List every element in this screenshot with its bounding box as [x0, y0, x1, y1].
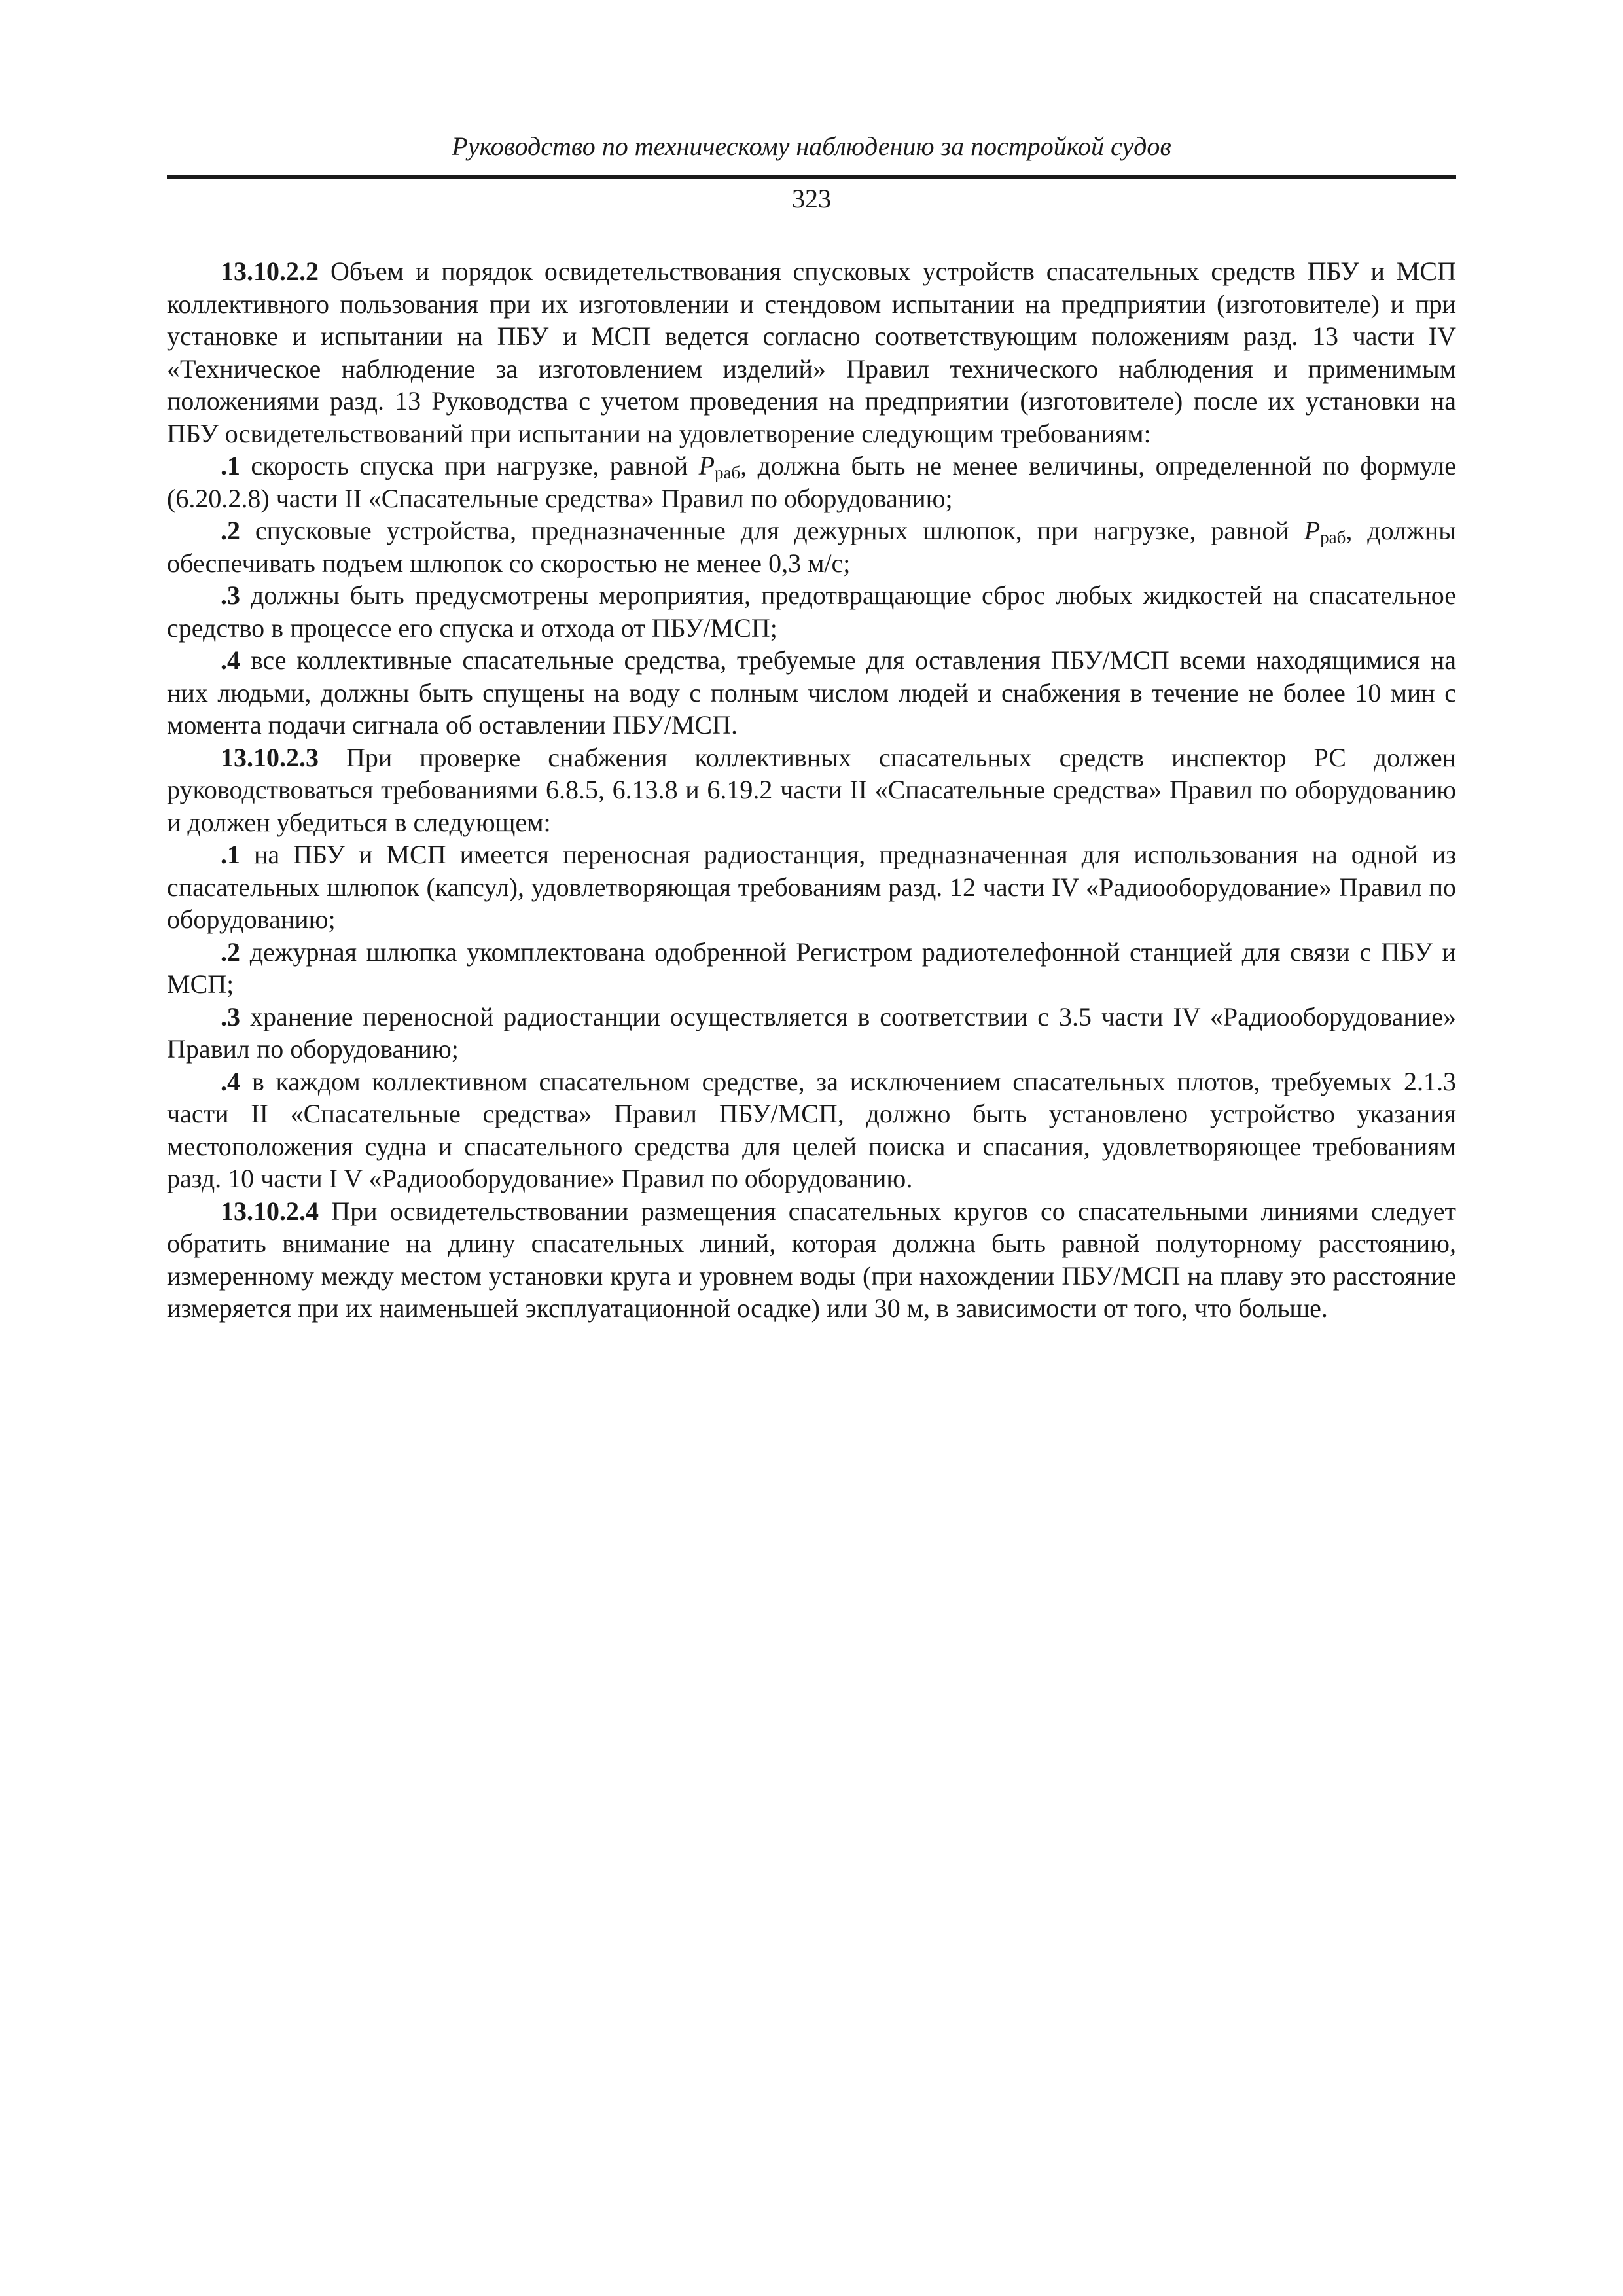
list-item-3 [167, 579, 1456, 644]
list-item-4 [167, 644, 1456, 742]
item-number: .1 [221, 451, 240, 480]
item-text-continued: , должна быть не менее величины, определенной по формуле (6.20.2.8) части II «Спасательные средства» Правил по оборудованию; [167, 451, 1456, 513]
item-number: .4 [221, 1066, 240, 1096]
list-item-3 [167, 1001, 1456, 1066]
item-text-continued: , должны обеспечивать подъем шлюпок со скоростью не менее 0,3 м/с; [167, 516, 1457, 578]
item-number: .2 [221, 937, 240, 967]
page-number: 323 [792, 184, 831, 213]
running-header-title: Руководство по техническому наблюдению за постройкой судов [452, 132, 1171, 161]
variable-subscript: раб [1320, 528, 1346, 547]
item-text: все коллективные спасательные средства, требуемые для оставления ПБУ/МСП всеми находящимися на них людьми, должны быть спущены на воду с полным числом людей и снабжения в течение не более 10 мин с момента подачи сигнала об оставлении ПБУ/МСП. [167, 645, 1456, 740]
variable-subscript: раб [715, 463, 741, 482]
list-item-4 [167, 1066, 1456, 1195]
clause-13-10-2-2 [167, 255, 1456, 450]
list-item-2 [167, 514, 1456, 579]
item-number: .3 [221, 581, 240, 610]
item-text: дежурная шлюпка укомплектована одобренной Регистром радиотелефонной станцией для связи с ПБУ и МСП; [167, 937, 1456, 999]
clause-text: При проверке снабжения коллективных спасательных средств инспектор РС должен руководствоваться требованиями 6.8.5, 6.13.8 и 6.19.2 части II «Спасательные средства» Правил по оборудованию и должен убедиться в следующем: [167, 742, 1456, 837]
item-text: на ПБУ и МСП имеется переносная радиостанция, предназначенная для использования на одной из спасательных шлюпок (капсул), удовлетворяющая требованиям разд. 12 части IV «Радиооборудование» Правил по оборудованию; [167, 840, 1456, 934]
item-text: скорость спуска при нагрузке, равной [240, 451, 699, 480]
item-text: в каждом коллективном спасательном средстве, за исключением спасательных плотов, требуемых 2.1.3 части II «Спасательные средства» Правил ПБУ/МСП, должно быть установлено устройство указания местоположения судна и спасательного средства для целей поиска и спасания, удовлетворяющее требованиям разд. 10 части I V «Радиооборудование» Правил по оборудованию. [167, 1066, 1456, 1193]
item-text: спусковые устройства, предназначенные для дежурных шлюпок, при нагрузке, равной [240, 516, 1304, 545]
list-item-1 [167, 838, 1456, 936]
item-number: .4 [221, 645, 240, 675]
page-body [167, 255, 1456, 1325]
header-divider [167, 175, 1456, 179]
clause-13-10-2-4 [167, 1195, 1456, 1325]
item-text: хранение переносной радиостанции осуществляется в соответствии с 3.5 части IV «Радиооборудование» Правил по оборудованию; [167, 1001, 1456, 1064]
clause-number: 13.10.2.2 [221, 257, 319, 286]
clause-13-10-2-3 [167, 742, 1456, 839]
item-number: .3 [221, 1001, 240, 1031]
clause-number: 13.10.2.4 [221, 1196, 319, 1226]
clause-text: При освидетельствовании размещения спасательных кругов со спасательными линиями следует обратить внимание на длину спасательных линий, которая должна быть равной полуторному расстоянию, измеренному между местом установки круга и уровнем воды (при нахождении ПБУ/МСП на плаву это расстояние измеряется при их наименьшей эксплуатационной осадке) или 30 м, в зависимости от того, что больше. [167, 1196, 1456, 1323]
variable-symbol: P [698, 451, 715, 480]
item-text: должны быть предусмотрены мероприятия, предотвращающие сброс любых жидкостей на спасательное средство в процессе его спуска и отхода от ПБУ/МСП; [167, 581, 1456, 643]
list-item-1 [167, 450, 1456, 514]
item-number: .1 [221, 840, 240, 869]
clause-number: 13.10.2.3 [221, 742, 319, 772]
list-item-2 [167, 936, 1456, 1001]
item-number: .2 [221, 516, 240, 545]
variable-symbol: P [1304, 516, 1321, 545]
clause-text: Объем и порядок освидетельствования спусковых устройств спасательных средств ПБУ и МСП коллективного пользования при их изготовлении и стендовом испытании на предприятии (изготовителе) и при установке и испытании на ПБУ и МСП ведется согласно соответствующим положениям разд. 13 части IV «Техническое наблюдение за изготовлением изделий» Правил технического наблюдения и применимым положениями разд. 13 Руководства с учетом проведения на предприятии (изготовителе) после их установки на ПБУ освидетельствований при испытании на удовлетворение следующим требованиям: [167, 257, 1456, 448]
